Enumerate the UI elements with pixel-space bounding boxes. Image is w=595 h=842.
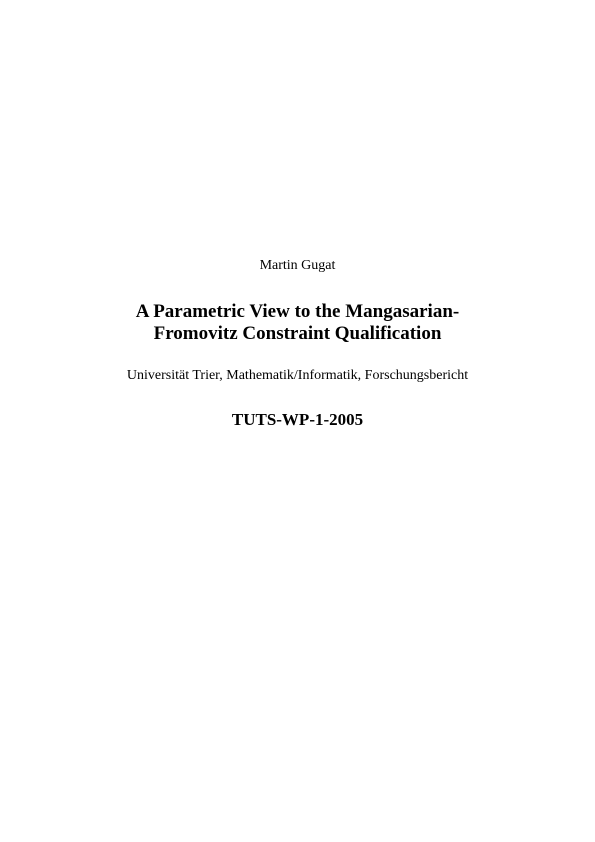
report-id: TUTS-WP-1-2005 [231, 410, 364, 429]
author-name: Martin Gugat [259, 258, 336, 273]
title-line-2: Fromovitz Constraint Qualification [153, 323, 442, 344]
title-line-1: A Parametric View to the Mangasarian- [135, 301, 460, 322]
document-title [0, 301, 595, 345]
affiliation: Universität Trier, Mathematik/Informatik, Forschungsbericht [126, 368, 469, 383]
